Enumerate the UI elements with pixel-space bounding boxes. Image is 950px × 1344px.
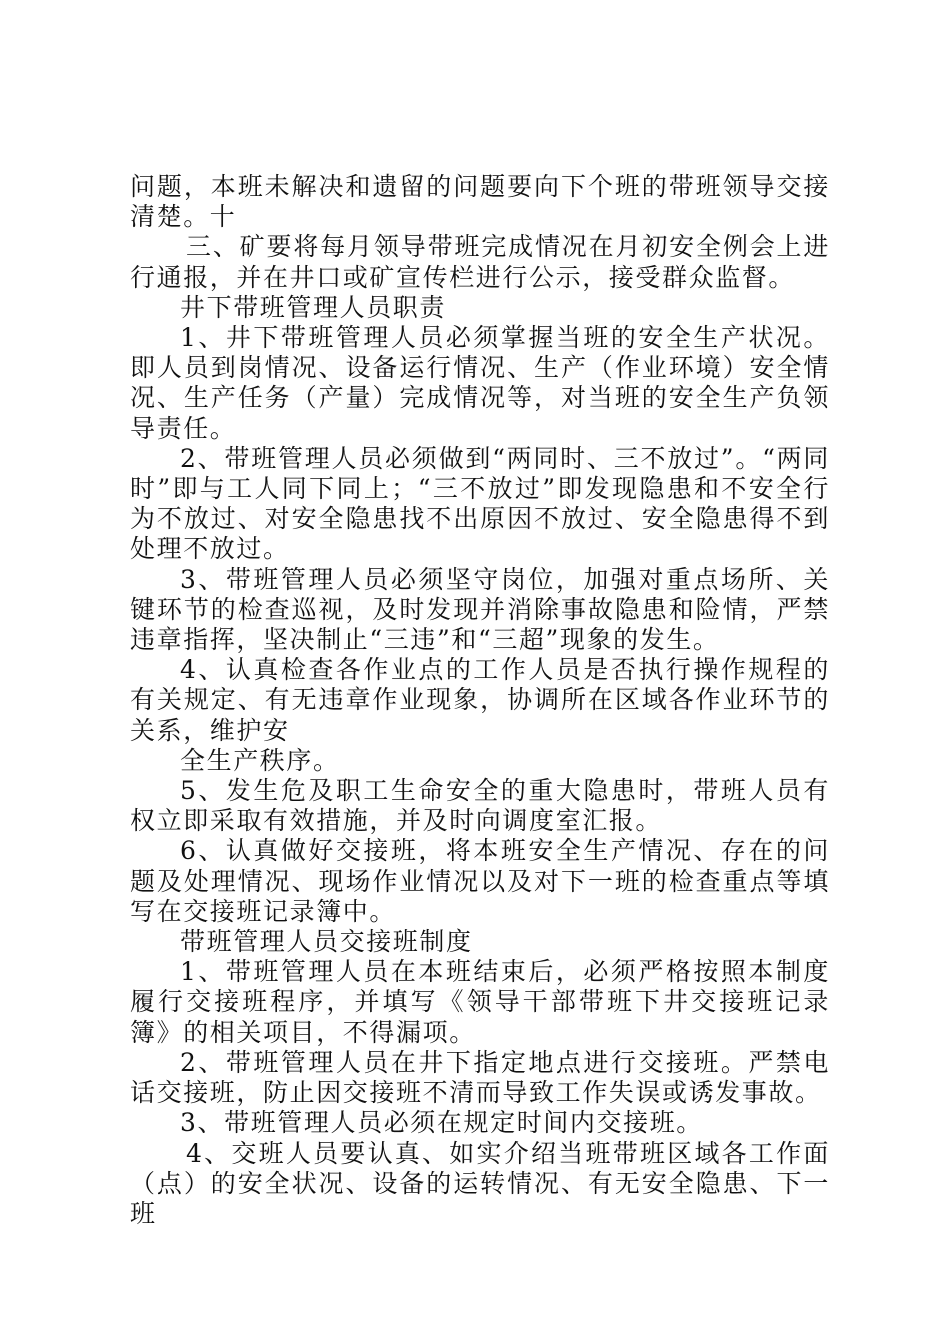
- section-heading-handover: 带班管理人员交接班制度: [180, 927, 473, 957]
- paragraph-duty-6: 6、认真做好交接班，将本班安全生产情况、存在的问题及处理情况、现场作业情况以及对下一班的检查重点等填写在交接班记录簿中。: [130, 836, 830, 926]
- paragraph-duty-2: 2、带班管理人员必须做到“两同时、三不放过”。“两同时”即与工人同下同上；“三不放过”即发现隐患和不安全行为不放过、对安全隐患找不出原因不放过、安全隐患得不到处理不放过。: [130, 443, 830, 564]
- paragraph-item-3: 三、矿要将每月领导带班完成情况在月初安全例会上进行通报，并在井口或矿宣传栏进行公示，接受群众监督。: [130, 232, 830, 292]
- paragraph-handover-1: 1、带班管理人员在本班结束后，必须严格按照本制度履行交接班程序，并填写《领导干部带班下井交接班记录簿》的相关项目，不得漏项。: [130, 957, 830, 1047]
- paragraph-duty-4: 4、认真检查各作业点的工作人员是否执行操作规程的有关规定、有无违章作业现象，协调所在区域各作业环节的关系，维护安: [130, 655, 830, 745]
- paragraph-duty-3: 3、带班管理人员必须坚守岗位，加强对重点场所、关键环节的检查巡视，及时发现并消除事故隐患和险情，严禁违章指挥，坚决制止“三违”和“三超”现象的发生。: [130, 564, 830, 655]
- document-body: [130, 172, 830, 1229]
- paragraph-duty-1: 1、井下带班管理人员必须掌握当班的安全生产状况。即人员到岗情况、设备运行情况、生产（作业环境）安全情况、生产任务（产量）完成情况等，对当班的安全生产负领导责任。: [130, 323, 830, 443]
- paragraph-handover-4: 4、交班人员要认真、如实介绍当班带班区域各工作面（点）的安全状况、设备的运转情况、有无安全隐患、下一班: [130, 1138, 830, 1228]
- section-heading-duties: 井下带班管理人员职责: [180, 292, 447, 322]
- paragraph-duty-4-continued: 全生产秩序。: [180, 745, 340, 775]
- paragraph-handover-2: 2、带班管理人员在井下指定地点进行交接班。严禁电话交接班，防止因交接班不清而导致工作失误或诱发事故。: [130, 1047, 830, 1108]
- paragraph-handover-3: 3、带班管理人员必须在规定时间内交接班。: [180, 1108, 703, 1138]
- paragraph-continuation: 问题，本班未解决和遗留的问题要向下个班的带班领导交接清楚。十: [130, 172, 830, 232]
- paragraph-duty-5: 5、发生危及职工生命安全的重大隐患时，带班人员有权立即采取有效措施，并及时向调度室汇报。: [130, 776, 830, 836]
